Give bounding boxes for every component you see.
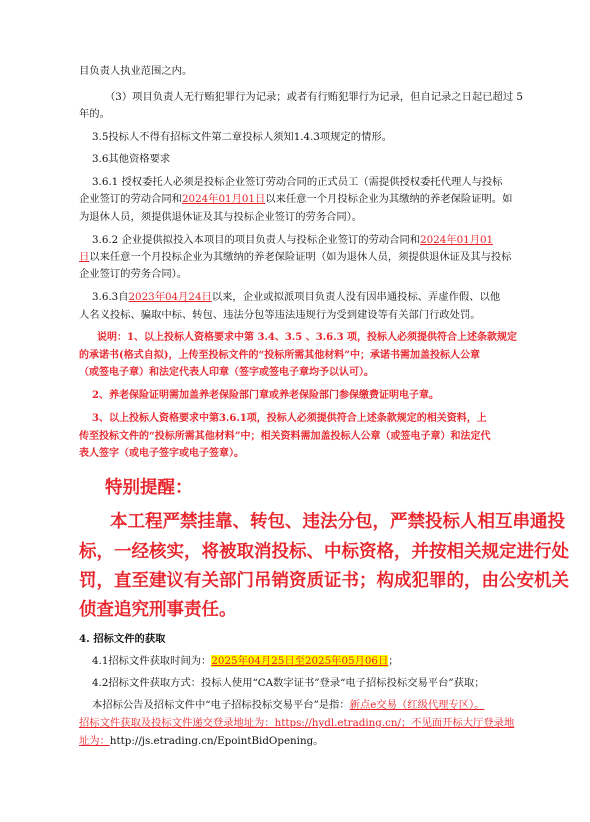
section-heading: 4. 招标文件的获取	[79, 633, 166, 645]
text-line	[92, 654, 399, 668]
text-span: 企业签订的劳动合同和	[79, 193, 182, 205]
date-highlight: 日	[79, 251, 90, 263]
text-span: 址为：	[79, 735, 110, 747]
date-highlight: 2024年01月01	[420, 234, 494, 246]
reminder-line: 侦查追究刑事责任。	[79, 600, 237, 620]
text-line	[92, 698, 484, 712]
note-line: 3、以上投标人资格要求中第3.6.1项，投标人必须提供符合上述条款规定的相关资料，上	[92, 413, 487, 424]
note-line: 表人签字（或电子签字或电子签章）。	[79, 448, 244, 459]
text-span: ；	[388, 655, 399, 667]
text-line: 年的。	[79, 108, 110, 120]
text-line: 4.2招标文件获取方式：投标人使用“CA数字证书”登录“电子招标投标交易平台”获取；	[92, 677, 485, 689]
platform-link[interactable]: 新点e交易（红级代理专区）。	[349, 699, 485, 711]
text-span: 3.6.2 企业提供拟投入本项目的项目负责人与投标企业签订的劳动合同和	[92, 234, 421, 246]
text-line: 3.6.1 授权委托人必须是投标企业签订劳动合同的正式员工（需提供授权委托代理人与投标	[92, 176, 503, 188]
reminder-line: 标，一经核实，将被取消投标、中标资格，并按相关规定进行处	[79, 542, 569, 562]
note-line: 的承诺书(格式自拟)，上传至投标文件的“投标所需其他材料”中；承诺书需加盖投标人公章	[79, 350, 480, 361]
text-line: 目负责人执业范围之内。	[79, 65, 193, 77]
text-line	[79, 250, 511, 264]
text-span: 本招标公告及招标文件中“电子招标投标交易平台”是指：	[92, 699, 350, 711]
text-line: 人名义投标、骗取中标、转包、违法分包等违法违规行为受到建设等有关部门行政处罚。	[79, 309, 481, 321]
text-line	[79, 192, 512, 206]
reminder-line: 罚，直至建议有关部门吊销资质证书；构成犯罪的，由公安机关	[79, 571, 569, 591]
text-line: 企业签订的劳务合同）。	[79, 268, 188, 280]
reminder-line: 本工程严禁挂靠、转包、违法分包，严禁投标人相互串通投	[110, 512, 565, 532]
text-line: 为退休人员，须提供退休证及其与投标企业签订的劳务合同）。	[79, 211, 363, 223]
text-span: 3.6.3自	[92, 291, 129, 303]
date-highlight: 2025年04月25日至2025年05月06日	[211, 655, 389, 667]
bid-opening-link[interactable]: http://js.etrading.cn/EpointBidOpening。	[109, 735, 324, 747]
text-span: 4.1招标文件获取时间为：	[92, 655, 212, 667]
text-line	[92, 233, 493, 247]
text-line: 3.5投标人不得有招标文件第二章投标人须知1.4.3项规定的情形。	[92, 131, 392, 143]
text-line	[79, 734, 323, 748]
login-address-link[interactable]: 招标文件获取及投标文件递交登录地址为：https://hydl.etrading.cn/；不见面开标大厅登录地	[79, 717, 515, 729]
text-span: 以来，企业或拟派项目负责人没有因串通投标、弄虚作假、以他	[211, 291, 501, 303]
text-span: 以来任意一个月投标企业为其缴纳的养老保险证明（如为退休人员，须提供退休证及其与投标	[89, 251, 512, 263]
text-span: 以来任意一个月投标企业为其缴纳的养老保险证明。如	[265, 193, 513, 205]
date-highlight: 2024年01月01日	[181, 193, 266, 205]
note-line: 传至投标文件的“投标所需其他材料”中；相关资料需加盖投标人公章（或签电子章）和法定代	[79, 431, 491, 442]
date-highlight: 2023年04月24日	[128, 291, 212, 303]
text-line	[92, 290, 500, 304]
note-line: （或签电子章）和法定代表人印章（签字或签电子章均予以认可）。	[79, 367, 374, 378]
reminder-title: 特别提醒：	[105, 478, 193, 498]
text-line: 3.6其他资格要求	[92, 153, 171, 165]
note-line: 说明：1、以上投标人资格要求中第 3.4、3.5 、3.6.3 项，投标人必须提供符合上述条款规定	[97, 332, 518, 343]
note-line: 2、养老保险证明需加盖养老保险部门章或养老保险部门参保缴费证明电子章。	[92, 390, 439, 401]
text-line: （3）项目负责人无行贿犯罪行为记录；或者有行贿犯罪行为记录，但自记录之日起已超过 5	[105, 91, 523, 103]
